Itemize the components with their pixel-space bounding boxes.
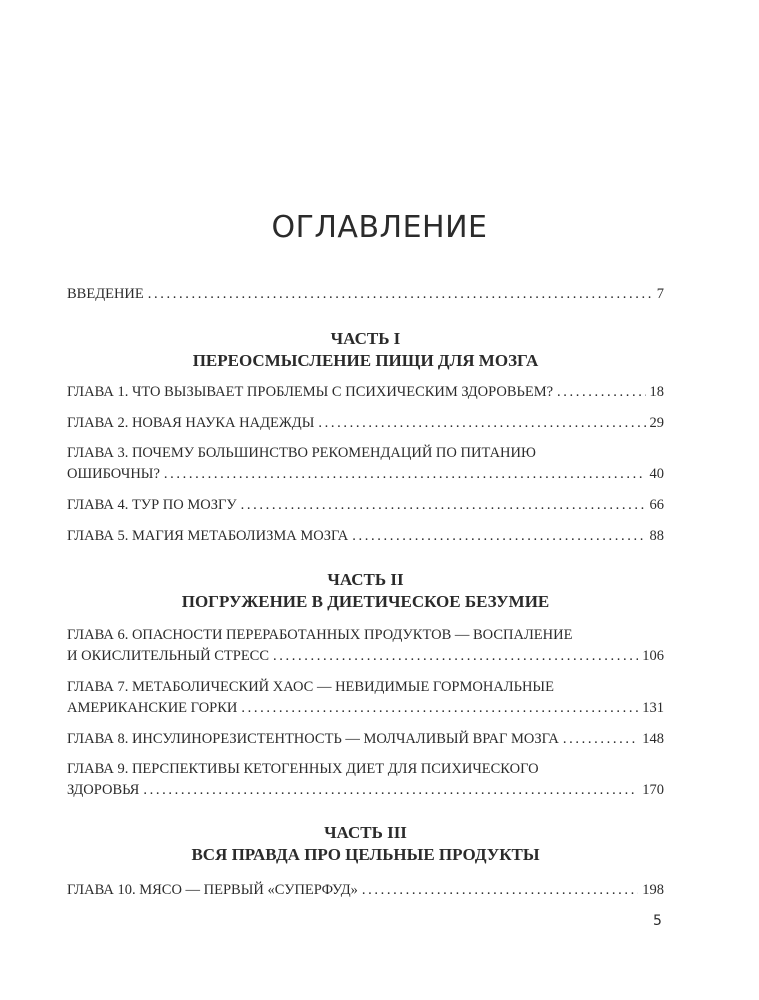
part-heading	[67, 822, 664, 866]
dot-leader	[362, 880, 638, 901]
part-label: ЧАСТЬ III	[324, 823, 407, 842]
toc-entry-text: ГЛАВА 5. МАГИЯ МЕТАБОЛИЗМА МОЗГА	[67, 528, 349, 544]
toc-entry-page: 88	[649, 528, 664, 544]
toc-entry-text-line1: ГЛАВА 7. МЕТАБОЛИЧЕСКИЙ ХАОС — НЕВИДИМЫЕ ГОРМОНАЛЬНЫЕ	[67, 679, 554, 695]
toc-entry-text: ГЛАВА 1. ЧТО ВЫЗЫВАЕТ ПРОБЛЕМЫ С ПСИХИЧЕСКИМ ЗДОРОВЬЕМ?	[67, 384, 554, 400]
toc-entry[interactable]	[67, 382, 664, 403]
dot-leader	[352, 526, 645, 547]
part-name: ПОГРУЖЕНИЕ В ДИЕТИЧЕСКОЕ БЕЗУМИЕ	[181, 592, 550, 611]
part-heading	[67, 569, 664, 613]
toc-entry[interactable]	[67, 677, 664, 719]
toc-entry-text: ГЛАВА 10. МЯСО — ПЕРВЫЙ «СУПЕРФУД»	[67, 882, 358, 898]
toc-entry-page: 198	[642, 882, 664, 898]
page-title: ОГЛАВЛЕНИЕ	[271, 210, 488, 245]
toc-entry-text: ВВЕДЕНИЕ	[67, 286, 144, 302]
part-label: ЧАСТЬ II	[327, 570, 404, 589]
dot-leader	[318, 413, 645, 434]
toc-entry[interactable]	[67, 729, 664, 750]
part-heading	[67, 328, 664, 372]
toc-entry[interactable]	[67, 443, 664, 485]
toc-entry-page: 131	[642, 700, 664, 716]
part-name: ВСЯ ПРАВДА ПРО ЦЕЛЬНЫЕ ПРОДУКТЫ	[191, 845, 540, 864]
toc-entry-page: 148	[642, 731, 664, 747]
part-label: ЧАСТЬ I	[330, 329, 401, 348]
part-name: ПЕРЕОСМЫСЛЕНИЕ ПИЩИ ДЛЯ МОЗГА	[192, 351, 539, 370]
dot-leader	[273, 646, 638, 667]
toc-entry-page: 18	[649, 384, 664, 400]
dot-leader	[563, 729, 638, 750]
dot-leader	[241, 495, 646, 516]
page-number: 5	[653, 913, 662, 929]
toc-entry[interactable]	[67, 526, 664, 547]
toc-entry-text: ОШИБОЧНЫ?	[67, 466, 160, 482]
toc-entry-page: 40	[649, 466, 664, 482]
toc-entry-intro[interactable]	[67, 284, 664, 305]
dot-leader	[148, 284, 653, 305]
toc-entry-text: И ОКИСЛИТЕЛЬНЫЙ СТРЕСС	[67, 648, 270, 664]
toc-entry-page: 29	[649, 415, 664, 431]
toc-entry-text: АМЕРИКАНСКИЕ ГОРКИ	[67, 700, 238, 716]
toc-entry-text: ЗДОРОВЬЯ	[67, 782, 140, 798]
toc-entry-text: ГЛАВА 4. ТУР ПО МОЗГУ	[67, 497, 237, 513]
toc-entry[interactable]	[67, 880, 664, 901]
toc-entry[interactable]	[67, 759, 664, 801]
toc-entry-page: 7	[656, 286, 664, 302]
toc-entry[interactable]	[67, 625, 664, 667]
dot-leader	[241, 698, 638, 719]
toc-entry-text-line1: ГЛАВА 6. ОПАСНОСТИ ПЕРЕРАБОТАННЫХ ПРОДУКТОВ — ВОСПАЛЕНИЕ	[67, 627, 573, 643]
dot-leader	[143, 780, 638, 801]
dot-leader	[164, 464, 646, 485]
toc-entry-page: 106	[642, 648, 664, 664]
toc-entry-page: 66	[649, 497, 664, 513]
toc-entry-text-line1: ГЛАВА 9. ПЕРСПЕКТИВЫ КЕТОГЕННЫХ ДИЕТ ДЛЯ ПСИХИЧЕСКОГО	[67, 761, 539, 777]
toc-entry-text: ГЛАВА 2. НОВАЯ НАУКА НАДЕЖДЫ	[67, 415, 315, 431]
toc-entry-text: ГЛАВА 8. ИНСУЛИНОРЕЗИСТЕНТНОСТЬ — МОЛЧАЛИВЫЙ ВРАГ МОЗГА	[67, 731, 559, 747]
toc-entry-text-line1: ГЛАВА 3. ПОЧЕМУ БОЛЬШИНСТВО РЕКОМЕНДАЦИЙ ПО ПИТАНИЮ	[67, 445, 536, 461]
toc-entry-page: 170	[642, 782, 664, 798]
toc-entry[interactable]	[67, 495, 664, 516]
toc-entry[interactable]	[67, 413, 664, 434]
dot-leader	[557, 382, 645, 403]
